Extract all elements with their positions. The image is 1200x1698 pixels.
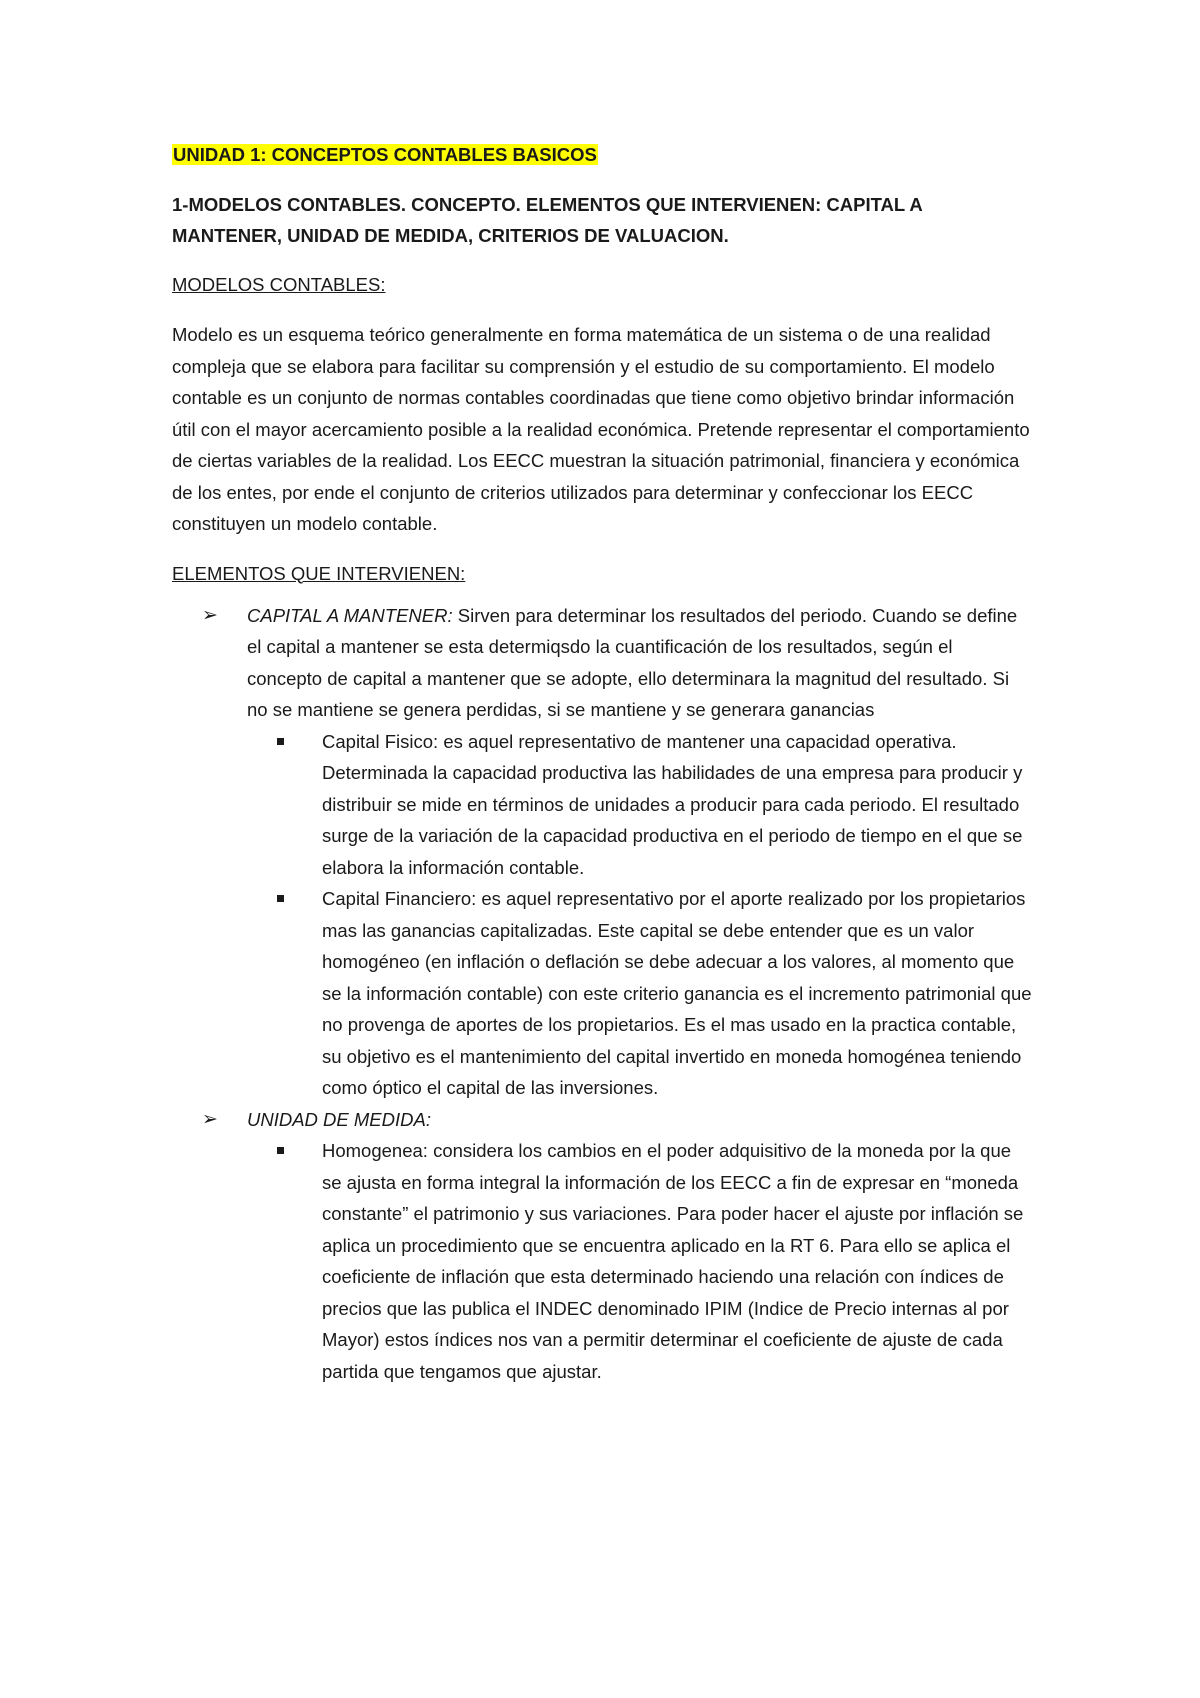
document-title	[172, 143, 1032, 167]
modelos-contables-paragraph: Modelo es un esquema teórico generalmente en forma matemática de un sistema o de una realidad compleja que se elabora para facilitar su comprensión y el estudio de su comportamiento. El modelo contable es un conjunto de normas contables coordinadas que tiene como objetivo brindar información útil con el mayor acercamiento posible a la realidad económica. Pretende representar el comportamiento de ciertas variables de la realidad. Los EECC muestran la situación patrimonial, financiera y económica de los entes, por ende el conjunto de criterios utilizados para determinar y confeccionar los EECC constituyen un modelo contable.	[172, 324, 1030, 534]
square-bullet-icon	[277, 1147, 284, 1154]
document-body	[172, 143, 1032, 1387]
subitem-text: Capital Fisico: es aquel representativo de mantener una capacidad operativa. Determinada la capacidad productiva las habilidades de una empresa para producir y distribuir se mide en términos de unidades a producir para cada periodo. El resultado surge de la variación de la capacidad productiva en el periodo de tiempo en el que se elabora la información contable.	[322, 730, 1023, 878]
subitem-text: Capital Financiero: es aquel representativo por el aporte realizado por los propietarios mas las ganancias capitalizadas. Este capital se debe entender que es un valor homogéneo (en inflación o deflación se debe adecuar a los valores, al momento que se la información contable) con este criterio ganancia es el incremento patrimonial que no provenga de aportes de los propietarios. Es el mas usado en la practica contable, su objetivo es el mantenimiento del capital invertido en moneda homogénea teniendo como óptico el capital de las inversiones.	[322, 888, 1032, 1098]
elementos-list	[172, 600, 1032, 1388]
list-item-capital-fisico	[247, 726, 1032, 884]
item-term: CAPITAL A MANTENER:	[247, 604, 453, 626]
list-item-capital-a-mantener	[172, 600, 1032, 1104]
unidad-subitems	[247, 1135, 1032, 1387]
item-term: UNIDAD DE MEDIDA:	[247, 1108, 431, 1130]
list-item-capital-financiero	[247, 883, 1032, 1104]
elementos-label: ELEMENTOS QUE INTERVIENEN:	[172, 562, 466, 584]
title-highlight: UNIDAD 1: CONCEPTOS CONTABLES BASICOS	[173, 144, 597, 165]
list-item-unidad-de-medida	[172, 1104, 1032, 1388]
subitem-text: Homogenea: considera los cambios en el poder adquisitivo de la moneda por la que se ajusta en forma integral la información de los EECC a fin de expresar en “moneda constante” el patrimonio y sus variaciones. Para poder hacer el ajuste por inflación se aplica un procedimiento que se encuentra aplicado en la RT 6. Para ello se aplica el coeficiente de inflación que esta determinado haciendo una relación con índices de precios que las publica el INDEC denominado IPIM (Indice de Precio internas al por Mayor) estos índices nos van a permitir determinar el coeficiente de ajuste de cada partida que tengamos que ajustar.	[322, 1140, 1024, 1382]
arrowhead-bullet-icon: ➢	[202, 604, 218, 626]
modelos-contables-label: MODELOS CONTABLES:	[172, 274, 386, 295]
list-item-homogenea	[247, 1135, 1032, 1387]
section-heading: 1-MODELOS CONTABLES. CONCEPTO. ELEMENTOS QUE INTERVIENEN: CAPITAL A MANTENER, UNIDAD DE MEDIDA, CRITERIOS DE VALUACION.	[172, 194, 922, 246]
item-text: Sirven para determinar los resultados del periodo. Cuando se define el capital a mantener se esta determiqsdo la cuantificación de los resultados, según el concepto de capital a mantener que se adopte, ello determinara la magnitud del resultado. Si no se mantiene se genera perdidas, si se mantiene y se generara ganancias	[247, 604, 1018, 720]
capital-subitems	[247, 726, 1032, 1104]
arrowhead-bullet-icon: ➢	[202, 1108, 218, 1130]
square-bullet-icon	[277, 738, 284, 745]
square-bullet-icon	[277, 895, 284, 902]
